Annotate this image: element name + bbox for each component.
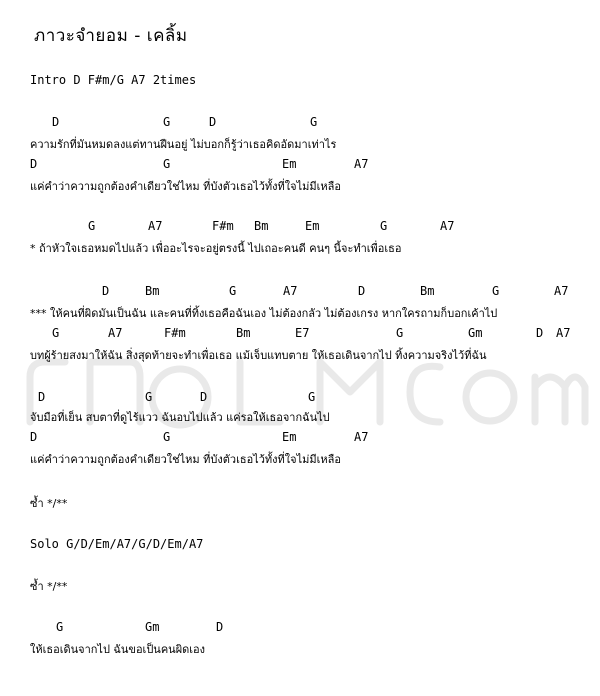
pre-chorus-chords [0,219,600,233]
chord: Bm [145,284,160,298]
chord: D [30,157,38,171]
chord: A7 [440,219,455,233]
hook-chords-2 [0,326,600,340]
pre-chorus-lyric: * ถ้าหัวใจเธอหมดไปแล้ว เพื่ออะไรจะอยู่ตรงนี้ ไปเถอะคนดี คนๆ นี้จะทำเพื่อเธอ [30,242,402,255]
chord: D [200,390,208,404]
chord: G [163,430,171,444]
outro-chords [0,620,600,634]
repeat-marker: ซ้ำ */** [30,580,68,593]
verse1-chords-2 [0,157,600,171]
chord: D [358,284,366,298]
verse1-lyric-2: แค่คำว่าความถูกต้องคำเดียวใช่ไหม ที่บังตัวเธอไว้ทั้งที่ใจไม่มีเหลือ [30,180,341,193]
chord: D [38,390,46,404]
chord: G [163,115,171,129]
chord: G [380,219,388,233]
chord: E7 [295,326,310,340]
chord: F#m [164,326,186,340]
chord: F#m [212,219,234,233]
chord: D [536,326,544,340]
song-title: ภาวะจำยอม - เคลิ้ม [34,26,188,46]
chord: D [216,620,224,634]
verse2-chords-2 [0,430,600,444]
chord: D [102,284,110,298]
solo-line: Solo G/D/Em/A7/G/D/Em/A7 [30,537,204,551]
chord: G [229,284,237,298]
chord: Em [282,430,297,444]
hook-lyric-2: บทผู้ร้ายสงมาให้ฉัน สิ่งสุดท้ายจะทำเพื่อเธอ แม้เจ็บแทบตาย ให้เธอเดินจากไป ทิ้งความจริงไว้ที่ฉัน [30,349,487,362]
hook-chords-1 [0,284,600,298]
chord: A7 [556,326,571,340]
chord: A7 [108,326,123,340]
hook-lyric-1: *** ให้คนที่ผิดมันเป็นฉัน และคนที่ทิ้งเธอคือฉันเอง ไม่ต้องกลัว ไม่ต้องเกรง หากใครถามก็บอกเค้าไป [30,307,498,320]
chord: G [492,284,500,298]
chord: Em [282,157,297,171]
chord: G [52,326,60,340]
chord: Gm [145,620,160,634]
chord: A7 [554,284,569,298]
chord: A7 [354,430,369,444]
chord: Bm [254,219,269,233]
verse1-lyric-1: ความรักที่มันหมดลงแต่ทานฝืนอยู่ ไม่บอกก็รู้ว่าเธอคิดอัดมาเท่าไร [30,138,337,151]
chord: G [310,115,318,129]
chord: D [30,430,38,444]
chord: Gm [468,326,483,340]
chord: G [88,219,96,233]
chord: D [52,115,60,129]
chord: G [163,157,171,171]
outro-lyric: ให้เธอเดินจากไป ฉันขอเป็นคนผิดเอง [30,643,206,656]
verse2-chords-1 [0,390,600,404]
chord: D [209,115,217,129]
chord: Em [305,219,320,233]
verse1-chords-1 [0,115,600,129]
repeat-marker: ซ้ำ */** [30,497,68,510]
chord: G [308,390,316,404]
chord: Bm [236,326,251,340]
verse2-lyric-1: จับมือที่เย็น สบตาที่ดูไร้แวว ฉันอบไปแล้ว แค่รอให้เธอจากฉันไป [30,411,330,424]
chord: A7 [354,157,369,171]
verse2-lyric-2: แค่คำว่าความถูกต้องคำเดียวใช่ไหม ที่บังตัวเธอไว้ทั้งที่ใจไม่มีเหลือ [30,453,341,466]
chord: A7 [148,219,163,233]
intro-line: Intro D F#m/G A7 2times [30,73,197,87]
chord: Bm [420,284,435,298]
chord: G [56,620,64,634]
chord: G [396,326,404,340]
chord: G [145,390,153,404]
chord: A7 [283,284,298,298]
